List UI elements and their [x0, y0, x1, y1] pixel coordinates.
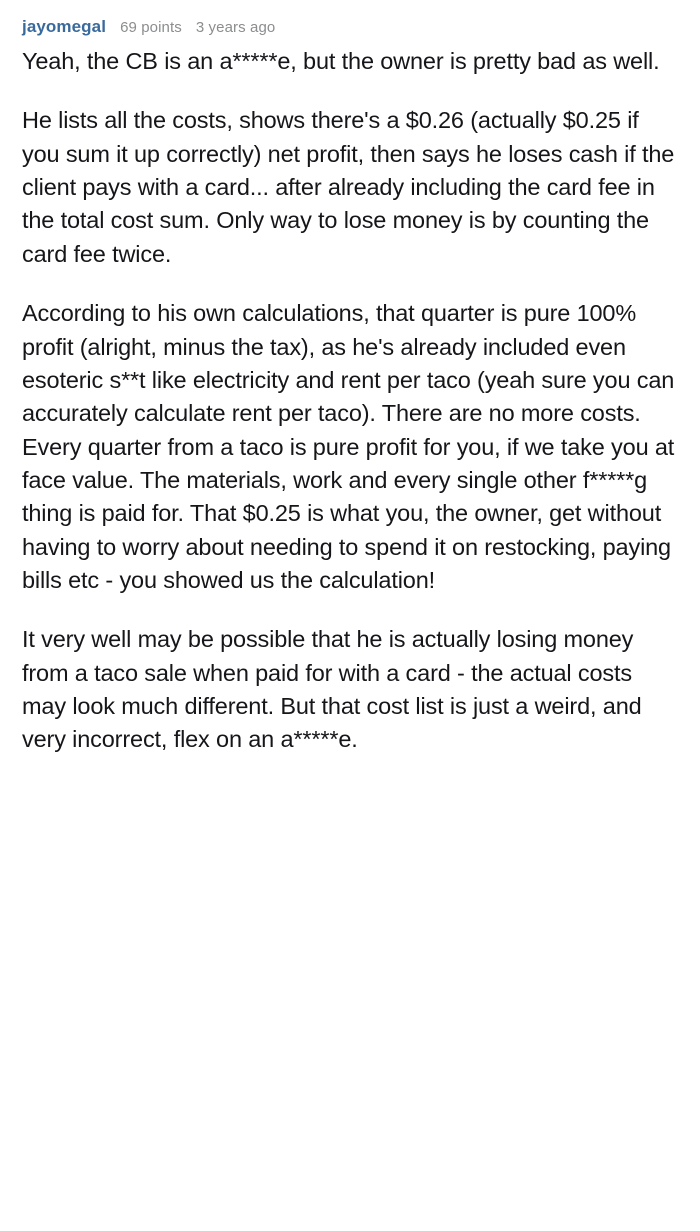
comment-paragraph: He lists all the costs, shows there's a $0.26 (actually $0.25 if you sum it up correctly) net profit, then says he loses cash if the client pays with a card... after already including the card fee in the total cost sum. Only way to lose money is by counting the card fee twice. — [22, 107, 675, 267]
comment-paragraph: It very well may be possible that he is actually losing money from a taco sale when paid for with a card - the actual costs may look much different. But that cost list is just a weird, and very incorrect, flex on an a*****e. — [22, 626, 642, 753]
comment-body — [22, 45, 678, 757]
comment-paragraph: Yeah, the CB is an a*****e, but the owner is pretty bad as well. — [22, 48, 660, 74]
comment-points: 69 points — [120, 19, 182, 36]
comment-meta — [22, 18, 678, 35]
comment-author[interactable]: jayomegal — [22, 17, 107, 36]
comment-paragraph: According to his own calculations, that quarter is pure 100% profit (alright, minus the tax), as he's already included even esoteric s**t like electricity and rent per taco (yeah sure you can accurately calculate rent per taco). There are no more costs. Every quarter from a taco is pure profit for you, if we take you at face value. The materials, work and every single other f*****g thing is paid for. That $0.25 is what you, the owner, get without having to worry about needing to spend it on restocking, paying bills etc - you showed us the calculation! — [22, 300, 675, 594]
comment-timestamp: 3 years ago — [195, 19, 276, 36]
